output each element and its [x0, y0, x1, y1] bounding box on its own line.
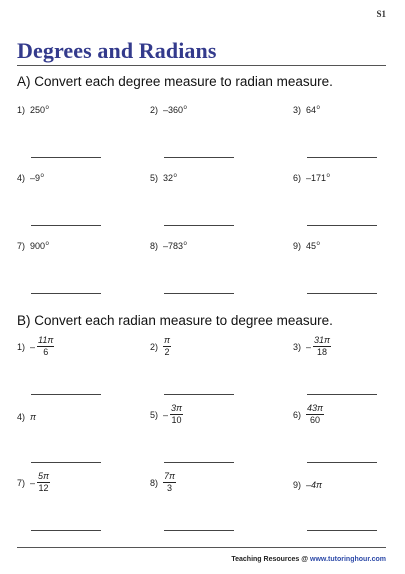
negative-sign: – [30, 341, 36, 352]
degree-symbol: o [183, 241, 187, 247]
degree-value: 32 [163, 173, 174, 183]
fraction-denominator: 60 [310, 415, 321, 425]
answer-blank[interactable] [307, 394, 377, 395]
degree-value: 64 [306, 105, 317, 115]
degree-problem [17, 173, 44, 183]
answer-blank[interactable] [164, 293, 234, 294]
footer-divider [17, 547, 386, 548]
answer-blank[interactable] [164, 394, 234, 395]
problem-number: 8) [150, 477, 159, 488]
fraction-denominator: 3 [167, 483, 173, 493]
radian-value: –4π [306, 480, 323, 490]
answer-blank[interactable] [164, 157, 234, 158]
answer-blank[interactable] [31, 462, 101, 463]
degree-symbol: o [173, 173, 177, 179]
radian-fraction [163, 336, 171, 357]
degree-problem [293, 173, 330, 183]
problem-number: 5) [150, 173, 159, 183]
footer-credit [231, 556, 386, 563]
degree-value: 250 [30, 105, 46, 115]
negative-sign: – [163, 409, 169, 420]
radian-fraction [306, 404, 324, 425]
radian-problem [17, 404, 36, 430]
answer-blank[interactable] [164, 225, 234, 226]
fraction-numerator: 7π [164, 471, 176, 481]
radian-problem [150, 404, 183, 425]
degree-value: –360 [163, 105, 184, 115]
degree-problem [17, 105, 49, 115]
degree-problem [293, 241, 320, 251]
title-divider [17, 65, 386, 66]
answer-blank[interactable] [31, 157, 101, 158]
negative-sign: – [30, 477, 36, 488]
section-b-heading: B) Convert each radian measure to degree measure. [17, 313, 333, 328]
negative-sign: – [306, 341, 312, 352]
degree-symbol: o [183, 105, 187, 111]
degree-symbol: o [316, 241, 320, 247]
fraction-numerator: 5π [38, 471, 50, 481]
degree-symbol: o [45, 241, 49, 247]
degree-problem [150, 105, 187, 115]
problem-number: 9) [293, 480, 302, 490]
radian-problem [150, 336, 171, 357]
radian-value: π [30, 412, 37, 422]
problem-number: 9) [293, 241, 302, 251]
problem-number: 5) [150, 409, 159, 420]
problem-number: 4) [17, 173, 26, 183]
page-title: Degrees and Radians [17, 38, 217, 63]
answer-blank[interactable] [31, 293, 101, 294]
answer-blank[interactable] [307, 157, 377, 158]
degree-value: 45 [306, 241, 317, 251]
radian-fraction [37, 472, 50, 493]
radian-problem [293, 404, 324, 425]
radian-problem [293, 336, 331, 357]
radian-problem [17, 336, 54, 357]
problem-number: 4) [17, 412, 26, 422]
fraction-numerator: 3π [171, 403, 183, 413]
degree-symbol: o [45, 105, 49, 111]
degree-value: –9 [30, 173, 41, 183]
answer-blank[interactable] [307, 293, 377, 294]
answer-blank[interactable] [31, 530, 101, 531]
radian-problem [17, 472, 50, 493]
problem-number: 7) [17, 241, 26, 251]
fraction-numerator: π [164, 335, 171, 345]
fraction-numerator: 31π [314, 335, 331, 345]
radian-fraction [170, 404, 183, 425]
problem-number: 1) [17, 341, 26, 352]
fraction-denominator: 18 [317, 347, 328, 357]
section-a-heading: A) Convert each degree measure to radian measure. [17, 74, 333, 89]
footer-prefix: Teaching Resources @ [231, 556, 311, 563]
problem-number: 2) [150, 105, 159, 115]
fraction-denominator: 10 [171, 415, 182, 425]
fraction-denominator: 6 [43, 347, 49, 357]
problem-number: 3) [293, 105, 302, 115]
degree-symbol: o [326, 173, 330, 179]
degree-problem [150, 173, 177, 183]
fraction-numerator: 43π [307, 403, 324, 413]
radian-fraction [37, 336, 54, 357]
problem-number: 1) [17, 105, 26, 115]
radian-fraction [163, 472, 176, 493]
degree-problem [150, 241, 187, 251]
fraction-denominator: 12 [38, 483, 49, 493]
answer-blank[interactable] [164, 462, 234, 463]
radian-fraction [313, 336, 331, 357]
degree-value: –171 [306, 173, 327, 183]
sheet-code: S1 [376, 9, 386, 19]
degree-value: 900 [30, 241, 46, 251]
answer-blank[interactable] [307, 530, 377, 531]
degree-symbol: o [40, 173, 44, 179]
degree-problem [17, 241, 49, 251]
answer-blank[interactable] [31, 394, 101, 395]
answer-blank[interactable] [307, 462, 377, 463]
fraction-denominator: 2 [164, 347, 170, 357]
answer-blank[interactable] [307, 225, 377, 226]
degree-symbol: o [316, 105, 320, 111]
problem-number: 6) [293, 173, 302, 183]
degree-problem [293, 105, 320, 115]
radian-problem [293, 472, 322, 498]
problem-number: 8) [150, 241, 159, 251]
answer-blank[interactable] [31, 225, 101, 226]
problem-number: 2) [150, 341, 159, 352]
answer-blank[interactable] [164, 530, 234, 531]
fraction-numerator: 11π [38, 335, 54, 345]
problem-number: 3) [293, 341, 302, 352]
degree-value: –783 [163, 241, 184, 251]
problem-number: 7) [17, 477, 26, 488]
footer-site-link[interactable]: www.tutoringhour.com [310, 556, 386, 563]
problem-number: 6) [293, 409, 302, 420]
radian-problem [150, 472, 176, 493]
